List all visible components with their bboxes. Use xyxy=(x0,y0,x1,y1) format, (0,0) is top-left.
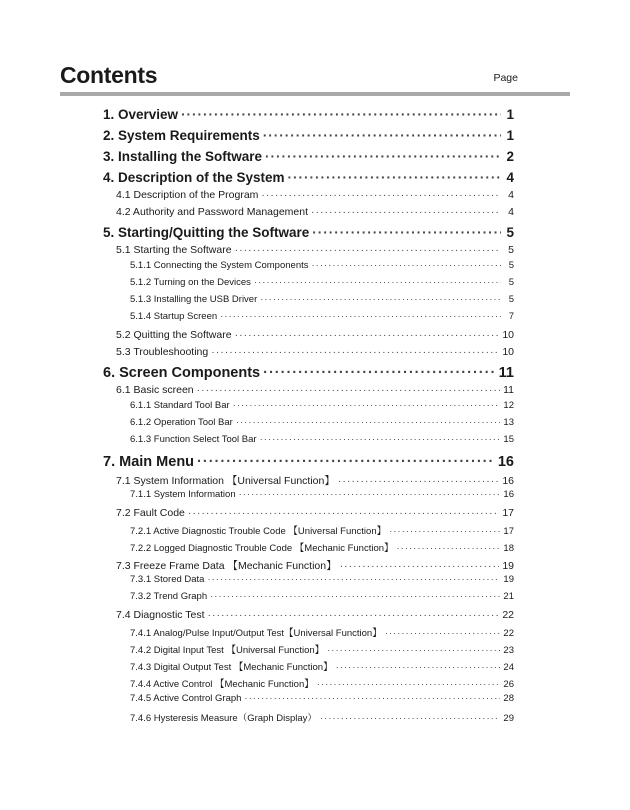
toc-entry-page: 16 xyxy=(502,475,514,487)
dot-leader xyxy=(197,384,500,396)
toc-entry-label: 7.1 System Information 【Universal Function】 xyxy=(116,475,335,487)
toc-entry-page: 11 xyxy=(503,384,514,396)
dot-leader xyxy=(265,149,501,164)
dot-leader xyxy=(181,107,501,122)
toc-entry-label: 7. Main Menu xyxy=(103,454,195,470)
toc-entry[interactable] xyxy=(130,625,514,639)
dot-leader xyxy=(288,170,501,185)
toc-entry-page: 26 xyxy=(503,679,514,690)
toc-entry[interactable] xyxy=(130,693,514,704)
toc-entry-label: 7.1.1 System Information xyxy=(130,489,236,500)
toc-entry-label: 7.3.2 Trend Graph xyxy=(130,591,208,602)
toc-entry-page: 22 xyxy=(502,609,514,621)
toc-entry-label: 5.1.4 Startup Screen xyxy=(130,311,218,322)
toc-entry[interactable] xyxy=(103,128,514,143)
toc-entry[interactable] xyxy=(130,591,514,602)
toc-entry-label: 6.1 Basic screen xyxy=(116,384,194,396)
toc-entry-label: 5.1.1 Connecting the System Components xyxy=(130,260,309,271)
toc-entry-label: 6. Screen Components xyxy=(103,365,261,381)
toc-entry[interactable] xyxy=(103,170,514,185)
toc-entry[interactable] xyxy=(103,149,514,164)
toc-entry-page: 5 xyxy=(508,277,514,288)
toc-entry-page: 19 xyxy=(502,560,514,572)
toc-entry-page: 4 xyxy=(508,189,514,201)
toc-entry[interactable] xyxy=(130,311,514,322)
toc-entry-label: 7.4.2 Digital Input Test 【Universal Function】 xyxy=(130,645,325,656)
dot-leader xyxy=(263,365,496,381)
toc-entry-page: 11 xyxy=(498,365,514,381)
toc-entry-page: 5 xyxy=(506,225,514,240)
toc-entry-label: 7.4.4 Active Control 【Mechanic Function】 xyxy=(130,679,314,690)
toc-entry-page: 28 xyxy=(503,693,514,704)
toc-entry[interactable] xyxy=(130,417,514,428)
toc-entry-page: 5 xyxy=(508,244,514,256)
toc-entry-label: 7.4 Diagnostic Test xyxy=(116,609,205,621)
toc-entry[interactable] xyxy=(116,346,514,358)
toc-entry[interactable] xyxy=(116,507,514,519)
dot-leader xyxy=(220,311,501,322)
dot-leader xyxy=(385,628,501,639)
toc-entry-page: 5 xyxy=(508,294,514,305)
dot-leader xyxy=(239,489,501,500)
toc-entry[interactable] xyxy=(130,676,514,690)
toc-entry[interactable] xyxy=(130,642,514,656)
dot-leader xyxy=(320,713,501,724)
toc-entry-label: 1. Overview xyxy=(103,107,179,122)
toc-entry-label: 7.2 Fault Code xyxy=(116,507,185,519)
dot-leader xyxy=(197,454,495,470)
toc-entry-label: 7.4.5 Active Control Graph xyxy=(130,693,242,704)
toc-entry-label: 4.1 Description of the Program xyxy=(116,189,259,201)
dot-leader xyxy=(260,294,501,305)
toc-entry[interactable] xyxy=(130,277,514,288)
toc-entry-label: 5. Starting/Quitting the Software xyxy=(103,225,310,240)
toc-entry-label: 4.2 Authority and Password Management xyxy=(116,206,309,218)
toc-entry-page: 21 xyxy=(503,591,514,602)
dot-leader xyxy=(233,400,501,411)
dot-leader xyxy=(254,277,501,288)
toc-entry-label: 7.3.1 Stored Data xyxy=(130,574,205,585)
toc-entry-page: 13 xyxy=(503,417,514,428)
toc-entry[interactable] xyxy=(116,244,514,256)
toc-entry-page: 15 xyxy=(503,434,514,445)
dot-leader xyxy=(311,206,501,218)
toc-entry-label: 2. System Requirements xyxy=(103,128,260,143)
toc-entry[interactable] xyxy=(116,189,514,201)
toc-entry-label: 5.1.3 Installing the USB Driver xyxy=(130,294,258,305)
toc-entry-label: 4. Description of the System xyxy=(103,170,285,185)
dot-leader xyxy=(327,645,500,656)
dot-leader xyxy=(188,507,499,519)
dot-leader xyxy=(312,225,501,240)
toc-entry-label: 5.2 Quitting the Software xyxy=(116,329,232,341)
toc-entry-page: 12 xyxy=(503,400,514,411)
header-rule xyxy=(60,92,570,96)
toc-entry-page: 29 xyxy=(503,713,514,724)
toc-entry[interactable] xyxy=(130,574,514,585)
dot-leader xyxy=(244,693,500,704)
toc-entry[interactable] xyxy=(116,329,514,341)
toc-entry-label: 7.4.6 Hysteresis Measure（Graph Display） xyxy=(130,713,317,724)
dot-leader xyxy=(340,560,500,572)
toc-entry[interactable] xyxy=(130,489,514,500)
toc-entry-page: 17 xyxy=(503,526,514,537)
toc-entry-page: 23 xyxy=(503,645,514,656)
toc-entry[interactable] xyxy=(130,523,514,537)
toc-entry[interactable] xyxy=(116,384,514,396)
dot-leader xyxy=(312,260,502,271)
toc-entry-page: 5 xyxy=(508,260,514,271)
toc-entry-label: 5.3 Troubleshooting xyxy=(116,346,209,358)
toc-entry-label: 6.1.3 Function Select Tool Bar xyxy=(130,434,257,445)
dot-leader xyxy=(235,329,500,341)
toc-entry[interactable] xyxy=(130,710,514,724)
page-column-label: Page xyxy=(493,72,518,84)
dot-leader xyxy=(317,679,501,690)
toc-entry-label: 3. Installing the Software xyxy=(103,149,263,164)
toc-entry-page: 10 xyxy=(502,346,514,358)
toc-entry[interactable] xyxy=(116,473,514,488)
toc-entry-page: 22 xyxy=(503,628,514,639)
toc-entry-page: 4 xyxy=(508,206,514,218)
toc-entry-label: 7.2.1 Active Diagnostic Trouble Code 【Universal Function】 xyxy=(130,526,387,537)
toc-entry-label: 6.1.2 Operation Tool Bar xyxy=(130,417,233,428)
toc-entry[interactable] xyxy=(130,659,514,673)
toc-entry[interactable] xyxy=(130,434,514,445)
toc-entry[interactable] xyxy=(130,400,514,411)
toc-entry[interactable] xyxy=(103,107,514,122)
dot-leader xyxy=(235,244,501,256)
toc-entry-label: 7.2.2 Logged Diagnostic Trouble Code 【Mechanic Function】 xyxy=(130,543,394,554)
toc-entry[interactable] xyxy=(103,454,514,470)
dot-leader xyxy=(210,591,500,602)
toc-entry-page: 24 xyxy=(503,662,514,673)
toc-entry-page: 1 xyxy=(506,107,514,122)
toc-entry-label: 6.1.1 Standard Tool Bar xyxy=(130,400,230,411)
dot-leader xyxy=(389,526,500,537)
toc-entry-page: 7 xyxy=(508,311,514,322)
toc-entry-label: 5.1 Starting the Software xyxy=(116,244,232,256)
toc-entry[interactable] xyxy=(116,206,514,218)
dot-leader xyxy=(260,434,501,445)
toc-entry-page: 16 xyxy=(503,489,514,500)
toc-entry-page: 10 xyxy=(502,329,514,341)
toc-entry[interactable] xyxy=(130,260,514,271)
dot-leader xyxy=(211,346,499,358)
toc-entry-page: 1 xyxy=(506,128,514,143)
toc-entry-label: 7.4.1 Analog/Pulse Input/Output Test【Universal Function】 xyxy=(130,628,382,639)
dot-leader xyxy=(336,662,501,673)
dot-leader xyxy=(236,417,501,428)
toc-entry-label: 7.4.3 Digital Output Test 【Mechanic Function】 xyxy=(130,662,333,673)
toc-entry-page: 16 xyxy=(497,454,514,470)
toc-entry-page: 4 xyxy=(506,170,514,185)
toc-entry[interactable] xyxy=(116,609,514,621)
toc-entry[interactable] xyxy=(130,294,514,305)
dot-leader xyxy=(207,574,500,585)
toc-entry-label: 7.3 Freeze Frame Data 【Mechanic Function】 xyxy=(116,560,337,572)
toc-entry[interactable] xyxy=(116,558,514,573)
dot-leader xyxy=(397,543,501,554)
toc-entry[interactable] xyxy=(103,365,514,381)
toc-entry-label: 5.1.2 Turning on the Devices xyxy=(130,277,251,288)
toc-entry[interactable] xyxy=(103,225,514,240)
dot-leader xyxy=(263,128,501,143)
toc-entry[interactable] xyxy=(130,540,514,554)
dot-leader xyxy=(338,475,499,487)
toc-entry-page: 2 xyxy=(506,149,514,164)
toc-entry-page: 18 xyxy=(503,543,514,554)
toc-entry-page: 19 xyxy=(503,574,514,585)
page-title: Contents xyxy=(60,62,158,88)
toc-entry-page: 17 xyxy=(502,507,514,519)
dot-leader xyxy=(208,609,500,621)
page-header xyxy=(60,62,570,92)
dot-leader xyxy=(261,189,501,201)
